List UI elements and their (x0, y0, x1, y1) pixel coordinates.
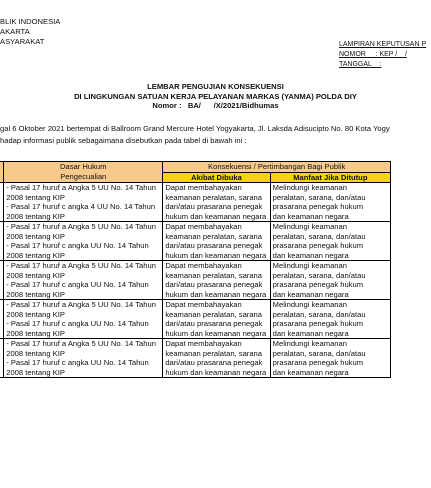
row-akibat-dibuka-line: Dapat membahayakan (165, 261, 242, 270)
row-dasar-hukum-line: - Pasal 17 huruf a Angka 5 UU No. 14 Tahun (6, 261, 156, 270)
row-dasar-hukum-line: 2008 tentang KIP (6, 211, 65, 221)
header-left-line: ASYARAKAT (0, 37, 45, 46)
row-dasar-hukum-line: 2008 tentang KIP (6, 348, 65, 358)
row-akibat-dibuka (163, 222, 270, 261)
row-dasar-hukum-line: - Pasal 17 huruf a Angka 5 UU No. 14 Tahun (6, 300, 156, 309)
row-dasar-hukum-line: 2008 tentang KIP (6, 270, 65, 280)
row-manfaat-ditutup-line: dan keamanan negara (272, 367, 349, 377)
row-manfaat-ditutup-line: Melindungi keamanan (272, 339, 347, 348)
attachment-number: NOMOR : KEP / / (339, 51, 407, 58)
row-manfaat-ditutup (270, 222, 390, 261)
header-left-line: AKARTA (0, 27, 30, 36)
row-dasar-hukum (4, 300, 163, 339)
row-manfaat-ditutup-line: prasarana penegak hukum (272, 280, 364, 289)
consequence-table (0, 161, 391, 378)
row-akibat-dibuka-line: keamanan peralatan, sarana (165, 270, 262, 280)
attachment-title: LAMPIRAN KEPUTUSAN P (339, 41, 427, 48)
row-akibat-dibuka-line: dari/atau prasarana penegak (165, 280, 263, 289)
table-row (0, 222, 391, 261)
row-first-col-line (0, 310, 1, 320)
row-dasar-hukum-line: 2008 tentang KIP (6, 192, 65, 202)
row-akibat-dibuka-line: keamanan peralatan, sarana (165, 192, 262, 202)
row-manfaat-ditutup-line: peralatan, sarana, dan/atau (272, 192, 366, 202)
row-akibat-dibuka-line: keamanan peralatan, sarana (165, 348, 262, 358)
row-manfaat-ditutup-line: Melindungi keamanan (272, 222, 347, 231)
row-manfaat-ditutup-line: Melindungi keamanan (272, 183, 347, 192)
row-manfaat-ditutup (270, 339, 390, 378)
row-manfaat-ditutup-line: prasarana penegak hukum (272, 202, 364, 211)
row-manfaat-ditutup-line: peralatan, sarana, dan/atau (272, 231, 366, 241)
row-akibat-dibuka-line: Dapat membahayakan (165, 183, 242, 192)
row-dasar-hukum-line: - Pasal 17 huruf c angka UU No. 14 Tahun (6, 241, 149, 250)
row-akibat-dibuka-line: Dapat membahayakan (165, 339, 242, 348)
row-manfaat-ditutup-line: peralatan, sarana, dan/atau (272, 348, 366, 358)
doc-title-line2: DI LINGKUNGAN SATUAN KERJA PELAYANAN MARKAS (YANMA) POLDA DIY (74, 92, 357, 101)
header-left (0, 17, 60, 47)
intro-line1: gal 6 Oktober 2021 bertempat di Ballroom Grand Mercure Hotel Yogyakarta, Jl. Laksda Adisucipto No. 80 Kota Yogy (0, 124, 390, 133)
row-first-col-line (0, 241, 1, 251)
doc-title-line1: LEMBAR PENGUJIAN KONSEKUENSI (147, 82, 284, 91)
table-row (0, 261, 391, 300)
row-manfaat-ditutup-line: dan keamanan negara (272, 289, 349, 299)
row-manfaat-ditutup-line: Melindungi keamanan (272, 261, 347, 270)
row-dasar-hukum (4, 339, 163, 378)
intro-line2: hadap informasi publik sebagaimana disebutkan pada tabel di bawah ini : (0, 136, 247, 145)
table-header-row (0, 162, 391, 173)
row-dasar-hukum-line: 2008 tentang KIP (6, 231, 65, 241)
row-first-col-line (0, 212, 1, 222)
row-akibat-dibuka-line: dari/atau prasarana penegak (165, 202, 263, 211)
row-manfaat-ditutup-line: prasarana penegak hukum (272, 319, 364, 328)
row-dasar-hukum (4, 261, 163, 300)
row-akibat-dibuka (163, 183, 270, 222)
row-first-col-line (0, 232, 1, 242)
row-manfaat-ditutup (270, 300, 390, 339)
row-dasar-hukum-line: 2008 tentang KIP (6, 289, 65, 299)
row-first-col-line (0, 290, 1, 300)
row-akibat-dibuka (163, 300, 270, 339)
row-first-col-line (0, 368, 1, 378)
row-akibat-dibuka-line: dari/atau prasarana penegak (165, 358, 263, 367)
row-first-col-line (0, 349, 1, 359)
row-first-col-line (0, 183, 1, 193)
header-dasar-line1: Dasar Hukum (60, 162, 107, 171)
row-first-col-line (0, 300, 1, 310)
row-dasar-hukum (4, 222, 163, 261)
header-konsekuensi: Konsekuensi / Pertimbangan Bagi Publik (163, 162, 391, 173)
row-dasar-hukum (4, 183, 163, 222)
row-manfaat-ditutup (270, 183, 390, 222)
header-dasar-hukum (4, 162, 163, 183)
row-akibat-dibuka-line: hukum dan keamanan negara (165, 367, 267, 377)
row-akibat-dibuka (163, 261, 270, 300)
header-akibat: Akibat Dibuka (163, 172, 270, 183)
row-akibat-dibuka-line: Dapat membahayakan (165, 300, 242, 309)
row-akibat-dibuka-line: keamanan peralatan, sarana (165, 309, 262, 319)
row-first-col-line (0, 271, 1, 281)
row-first-col-line (0, 358, 1, 368)
header-manfaat: Manfaat Jika Ditutup (270, 172, 390, 183)
row-first-col-line (0, 251, 1, 261)
row-akibat-dibuka (163, 339, 270, 378)
table-row (0, 339, 391, 378)
row-manfaat-ditutup-line: dan keamanan negara (272, 211, 349, 221)
table-row (0, 300, 391, 339)
header-left-line: BLIK INDONESIA (0, 17, 61, 26)
attachment-date: TANGGAL : (339, 61, 382, 68)
row-first-col-line (0, 319, 1, 329)
row-first-col-line (0, 339, 1, 349)
header-dasar-line2: Pengecualian (60, 171, 107, 181)
row-first-col-line (0, 329, 1, 339)
row-manfaat-ditutup-line: peralatan, sarana, dan/atau (272, 309, 366, 319)
row-dasar-hukum-line: 2008 tentang KIP (6, 309, 65, 319)
row-akibat-dibuka-line: dari/atau prasarana penegak (165, 319, 263, 328)
row-manfaat-ditutup (270, 261, 390, 300)
row-first-col-line (0, 261, 1, 271)
row-manfaat-ditutup-line: Melindungi keamanan (272, 300, 347, 309)
row-dasar-hukum-line: - Pasal 17 huruf c angka UU No. 14 Tahun (6, 358, 149, 367)
row-manfaat-ditutup-line: prasarana penegak hukum (272, 358, 364, 367)
row-dasar-hukum-line: - Pasal 17 huruf a Angka 5 UU No. 14 Tahun (6, 222, 156, 231)
row-manfaat-ditutup-line: dan keamanan negara (272, 250, 349, 260)
row-dasar-hukum-line: - Pasal 17 huruf c angka UU No. 14 Tahun (6, 319, 149, 328)
row-first-col-line (0, 222, 1, 232)
row-first-col-line (0, 193, 1, 203)
row-dasar-hukum-line: - Pasal 17 huruf c angka UU No. 14 Tahun (6, 280, 149, 289)
row-dasar-hukum-line: 2008 tentang KIP (6, 328, 65, 338)
doc-number: Nomor : BA/ /X/2021/Bidhumas (152, 101, 279, 110)
table-row (0, 183, 391, 222)
row-manfaat-ditutup-line: prasarana penegak hukum (272, 241, 364, 250)
row-dasar-hukum-line: 2008 tentang KIP (6, 250, 65, 260)
row-first-col-line (0, 202, 1, 212)
row-akibat-dibuka-line: hukum dan keamanan negara (165, 250, 267, 260)
row-akibat-dibuka-line: hukum dan keamanan negara (165, 328, 267, 338)
row-dasar-hukum-line: - Pasal 17 huruf a Angka 5 UU No. 14 Tahun (6, 339, 156, 348)
row-akibat-dibuka-line: keamanan peralatan, sarana (165, 231, 262, 241)
row-dasar-hukum-line: - Pasal 17 huruf a Angka 5 UU No. 14 Tahun (6, 183, 156, 192)
row-manfaat-ditutup-line: peralatan, sarana, dan/atau (272, 270, 366, 280)
row-akibat-dibuka-line: Dapat membahayakan (165, 222, 242, 231)
row-first-col-line (0, 280, 1, 290)
row-dasar-hukum-line: 2008 tentang KIP (6, 367, 65, 377)
row-akibat-dibuka-line: hukum dan keamanan negara (165, 211, 267, 221)
row-manfaat-ditutup-line: dan keamanan negara (272, 328, 349, 338)
row-dasar-hukum-line: - Pasal 17 huruf c angka 4 UU No. 14 Tahun (6, 202, 156, 211)
attachment-header (339, 40, 426, 70)
row-akibat-dibuka-line: hukum dan keamanan negara (165, 289, 267, 299)
row-akibat-dibuka-line: dari/atau prasarana penegak (165, 241, 263, 250)
